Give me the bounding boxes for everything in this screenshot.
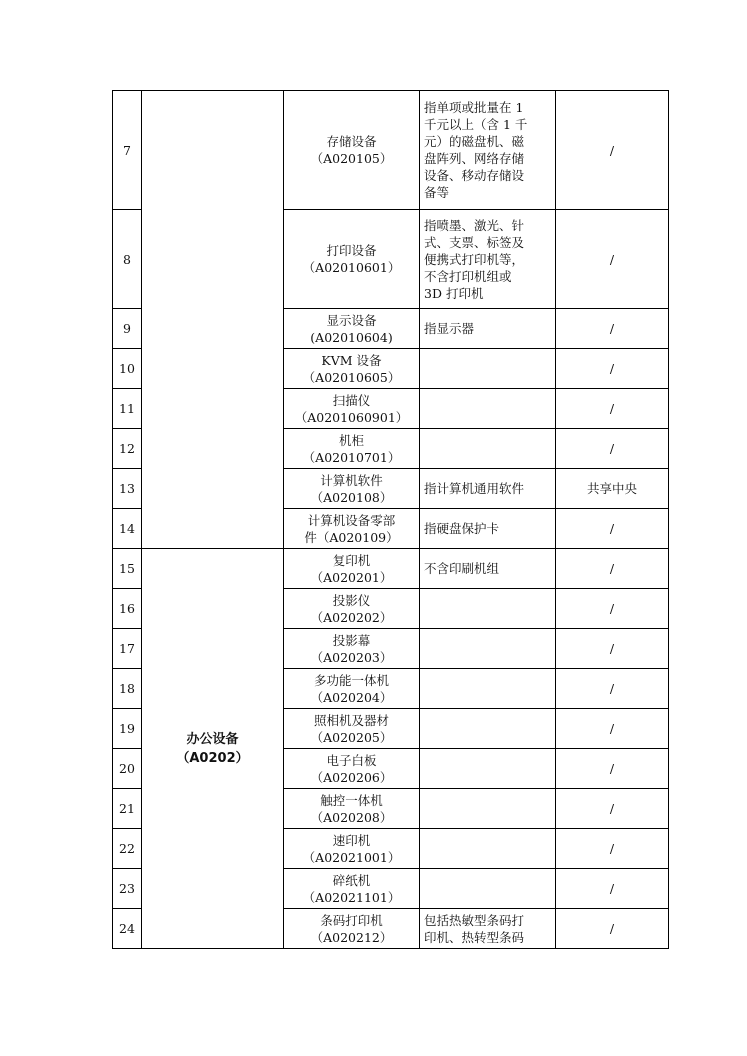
item-code: （A020206） bbox=[310, 769, 393, 785]
row-number: 14 bbox=[113, 509, 142, 549]
item-name: 碎纸机 bbox=[332, 872, 371, 888]
description-cell bbox=[420, 389, 556, 429]
description-cell bbox=[420, 869, 556, 909]
note-cell: / bbox=[556, 909, 669, 949]
description-line: 便携式打印机等， bbox=[424, 251, 525, 267]
item-code: （A020203） bbox=[310, 649, 393, 665]
procurement-table bbox=[112, 90, 669, 949]
item-name: 显示设备 bbox=[326, 312, 377, 328]
item-code: （A02010605） bbox=[302, 369, 401, 385]
item-code: （A020202） bbox=[310, 609, 393, 625]
description-line: 指喷墨、激光、针 bbox=[424, 217, 525, 233]
description-line: 指显示器 bbox=[424, 321, 475, 336]
row-number: 7 bbox=[113, 91, 142, 210]
item-name: 存储设备 bbox=[326, 134, 377, 149]
description-cell bbox=[420, 709, 556, 749]
item-name: 条码打印机 bbox=[320, 912, 383, 928]
description-cell bbox=[420, 749, 556, 789]
item-name: 多功能一体机 bbox=[313, 672, 389, 688]
description-line: 不含打印机组或 bbox=[424, 268, 512, 284]
item-cell bbox=[284, 210, 420, 309]
note-cell: / bbox=[556, 210, 669, 309]
row-number: 8 bbox=[113, 210, 142, 309]
table-body bbox=[113, 91, 669, 949]
item-code: （A020205） bbox=[310, 729, 393, 745]
item-cell bbox=[284, 629, 420, 669]
description-cell bbox=[420, 349, 556, 389]
item-cell bbox=[284, 349, 420, 389]
description-cell bbox=[420, 589, 556, 629]
item-name: 电子白板 bbox=[326, 752, 377, 768]
item-code: （A020208） bbox=[310, 809, 393, 825]
description-cell bbox=[420, 429, 556, 469]
description-cell bbox=[420, 309, 556, 349]
item-name: 复印机 bbox=[332, 552, 371, 568]
description-line: 元）的磁盘机、磁 bbox=[424, 134, 525, 149]
item-name: 计算机设备零部 bbox=[307, 512, 396, 528]
description-cell bbox=[420, 829, 556, 869]
description-cell bbox=[420, 629, 556, 669]
description-cell bbox=[420, 91, 556, 210]
item-code: 件（A020109） bbox=[304, 529, 399, 545]
description-line: 式、支票、标签及 bbox=[424, 234, 525, 250]
category-name: 办公设备 bbox=[186, 731, 239, 747]
description-line: 备等 bbox=[424, 185, 450, 200]
item-cell bbox=[284, 909, 420, 949]
note-cell: / bbox=[556, 309, 669, 349]
item-cell bbox=[284, 789, 420, 829]
item-cell bbox=[284, 91, 420, 210]
note-cell: 共享中央 bbox=[556, 469, 669, 509]
description-cell bbox=[420, 549, 556, 589]
table-row bbox=[113, 91, 669, 210]
note-cell: / bbox=[556, 869, 669, 909]
item-name: 照相机及器材 bbox=[313, 712, 389, 728]
description-cell bbox=[420, 509, 556, 549]
note-cell: / bbox=[556, 829, 669, 869]
category-cell bbox=[142, 549, 284, 949]
item-cell bbox=[284, 549, 420, 589]
item-code: （A02021001） bbox=[302, 849, 401, 865]
item-code: （A020201） bbox=[310, 569, 393, 585]
row-number: 22 bbox=[113, 829, 142, 869]
note-cell: / bbox=[556, 749, 669, 789]
description-line: 设备、移动存储设 bbox=[424, 168, 525, 183]
item-cell bbox=[284, 509, 420, 549]
row-number: 15 bbox=[113, 549, 142, 589]
row-number: 21 bbox=[113, 789, 142, 829]
row-number: 17 bbox=[113, 629, 142, 669]
note-cell: / bbox=[556, 389, 669, 429]
note-cell: / bbox=[556, 91, 669, 210]
row-number: 10 bbox=[113, 349, 142, 389]
row-number: 23 bbox=[113, 869, 142, 909]
row-number: 18 bbox=[113, 669, 142, 709]
item-cell bbox=[284, 749, 420, 789]
item-cell bbox=[284, 829, 420, 869]
description-cell bbox=[420, 469, 556, 509]
item-cell bbox=[284, 869, 420, 909]
description-line: 指单项或批量在 1 bbox=[424, 100, 524, 115]
item-code: （A020204） bbox=[310, 689, 393, 705]
description-line: 盘阵列、网络存储 bbox=[424, 151, 525, 166]
description-line: 千元以上（含 1 千 bbox=[424, 117, 528, 132]
item-code: （A020105） bbox=[310, 151, 393, 166]
note-cell: / bbox=[556, 589, 669, 629]
item-code: （A020212） bbox=[310, 929, 393, 945]
item-code: （A02021101） bbox=[302, 889, 401, 905]
category-cell bbox=[142, 91, 284, 549]
item-cell bbox=[284, 589, 420, 629]
description-line: 指硬盘保护卡 bbox=[424, 521, 500, 536]
row-number: 11 bbox=[113, 389, 142, 429]
description-line: 指计算机通用软件 bbox=[424, 481, 525, 496]
item-code: (A02010604) bbox=[310, 329, 393, 345]
row-number: 12 bbox=[113, 429, 142, 469]
item-name: 计算机软件 bbox=[320, 472, 383, 488]
item-name: 触控一体机 bbox=[320, 792, 383, 808]
note-cell: / bbox=[556, 709, 669, 749]
note-cell: / bbox=[556, 629, 669, 669]
item-code: （A02010601） bbox=[302, 260, 401, 275]
row-number: 16 bbox=[113, 589, 142, 629]
note-cell: / bbox=[556, 509, 669, 549]
category-code: （A0202） bbox=[176, 750, 249, 766]
item-cell bbox=[284, 469, 420, 509]
description-line: 3D 打印机 bbox=[424, 285, 484, 301]
item-name: 速印机 bbox=[332, 832, 371, 848]
item-code: （A02010701） bbox=[302, 449, 401, 465]
row-number: 19 bbox=[113, 709, 142, 749]
item-code: （A020108） bbox=[310, 489, 393, 505]
item-code: （A0201060901） bbox=[294, 409, 409, 425]
item-cell bbox=[284, 389, 420, 429]
description-line: 不含印刷机组 bbox=[424, 561, 500, 576]
description-cell bbox=[420, 789, 556, 829]
row-number: 13 bbox=[113, 469, 142, 509]
description-cell bbox=[420, 909, 556, 949]
item-name: 扫描仪 bbox=[332, 392, 371, 408]
item-cell bbox=[284, 709, 420, 749]
note-cell: / bbox=[556, 789, 669, 829]
item-cell bbox=[284, 309, 420, 349]
item-cell bbox=[284, 669, 420, 709]
row-number: 24 bbox=[113, 909, 142, 949]
item-name: KVM 设备 bbox=[321, 352, 382, 368]
description-line: 包括热敏型条码打 bbox=[424, 912, 525, 928]
description-line: 印机、热转型条码 bbox=[424, 929, 525, 945]
item-name: 机柜 bbox=[338, 432, 364, 448]
item-name: 打印设备 bbox=[326, 243, 377, 258]
item-name: 投影幕 bbox=[332, 632, 371, 648]
note-cell: / bbox=[556, 669, 669, 709]
row-number: 20 bbox=[113, 749, 142, 789]
table-row bbox=[113, 549, 669, 589]
description-cell bbox=[420, 669, 556, 709]
note-cell: / bbox=[556, 349, 669, 389]
description-cell bbox=[420, 210, 556, 309]
note-cell: / bbox=[556, 549, 669, 589]
item-name: 投影仪 bbox=[332, 592, 371, 608]
row-number: 9 bbox=[113, 309, 142, 349]
note-cell: / bbox=[556, 429, 669, 469]
item-cell bbox=[284, 429, 420, 469]
